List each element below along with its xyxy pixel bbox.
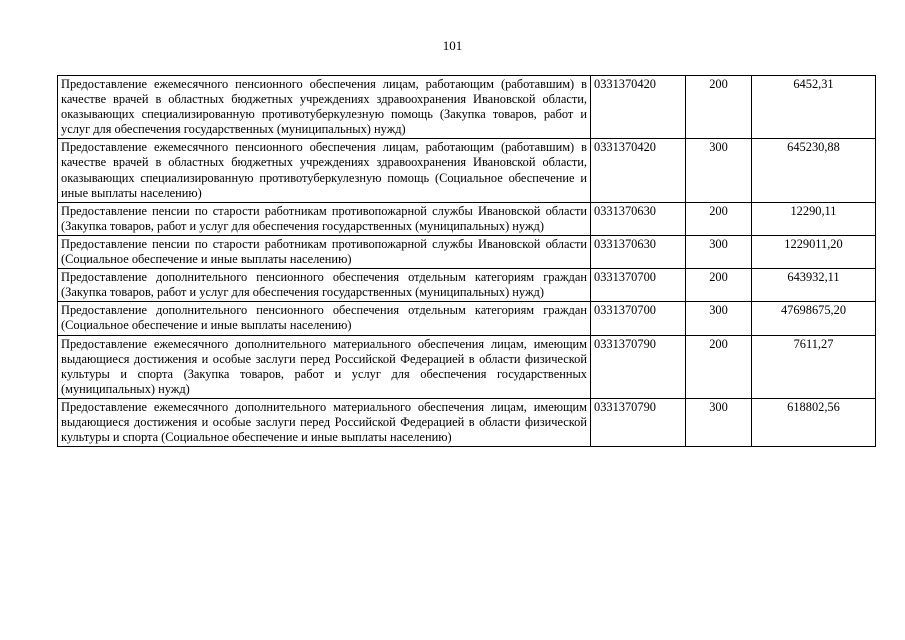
target-code-cell: 0331370630 (591, 235, 686, 268)
expense-name-cell: Предоставление пенсии по старости работникам противопожарной службы Ивановской области (Закупка товаров, работ и услуг для обеспечения государственных (муниципальных) нужд) (58, 202, 591, 235)
amount-cell: 643932,11 (752, 269, 876, 302)
budget-table-body (58, 76, 876, 447)
expense-type-cell: 300 (686, 398, 752, 446)
expense-type-cell: 300 (686, 139, 752, 202)
table-row (58, 139, 876, 202)
expense-type-cell: 300 (686, 302, 752, 335)
target-code-cell: 0331370700 (591, 269, 686, 302)
target-code-cell: 0331370700 (591, 302, 686, 335)
target-code-cell: 0331370790 (591, 398, 686, 446)
amount-cell: 47698675,20 (752, 302, 876, 335)
target-code-cell: 0331370630 (591, 202, 686, 235)
expense-type-cell: 200 (686, 202, 752, 235)
expense-type-cell: 300 (686, 235, 752, 268)
table-row (58, 398, 876, 446)
target-code-cell: 0331370790 (591, 335, 686, 398)
amount-cell: 12290,11 (752, 202, 876, 235)
target-code-cell: 0331370420 (591, 139, 686, 202)
table-row (58, 269, 876, 302)
expense-name-cell: Предоставление ежемесячного пенсионного обеспечения лицам, работающим (работавшим) в качестве врачей в областных бюджетных учреждениях здравоохранения Ивановской области, оказывающих специализированную противотуберкулезную помощь (Закупка товаров, работ и услуг для обеспечения государственных (муниципальных) нужд) (58, 76, 591, 139)
expense-type-cell: 200 (686, 269, 752, 302)
table-row (58, 235, 876, 268)
amount-cell: 7611,27 (752, 335, 876, 398)
table-row (58, 76, 876, 139)
table-row (58, 202, 876, 235)
amount-cell: 6452,31 (752, 76, 876, 139)
amount-cell: 1229011,20 (752, 235, 876, 268)
expense-type-cell: 200 (686, 76, 752, 139)
target-code-cell: 0331370420 (591, 76, 686, 139)
amount-cell: 618802,56 (752, 398, 876, 446)
expense-name-cell: Предоставление дополнительного пенсионного обеспечения отдельным категориям граждан (Социальное обеспечение и иные выплаты населению) (58, 302, 591, 335)
table-row (58, 335, 876, 398)
expense-type-cell: 200 (686, 335, 752, 398)
expense-name-cell: Предоставление пенсии по старости работникам противопожарной службы Ивановской области (Социальное обеспечение и иные выплаты населению) (58, 235, 591, 268)
page-number: 101 (442, 38, 463, 53)
table-row (58, 302, 876, 335)
expense-name-cell: Предоставление ежемесячного пенсионного обеспечения лицам, работающим (работавшим) в качестве врачей в областных бюджетных учреждениях здравоохранения Ивановской области, оказывающих специализированную противотуберкулезную помощь (Социальное обеспечение и иные выплаты населению) (58, 139, 591, 202)
expense-name-cell: Предоставление дополнительного пенсионного обеспечения отдельным категориям граждан (Закупка товаров, работ и услуг для обеспечения государственных (муниципальных) нужд) (58, 269, 591, 302)
budget-table (57, 75, 876, 447)
expense-name-cell: Предоставление ежемесячного дополнительного материального обеспечения лицам, имеющим выдающиеся достижения и особые заслуги перед Российской Федерацией в области физической культуры и спорта (Социальное обеспечение и иные выплаты населению) (58, 398, 591, 446)
expense-name-cell: Предоставление ежемесячного дополнительного материального обеспечения лицам, имеющим выдающиеся достижения и особые заслуги перед Российской Федерацией в области физической культуры и спорта (Закупка товаров, работ и услуг для обеспечения государственных (муниципальных) нужд) (58, 335, 591, 398)
amount-cell: 645230,88 (752, 139, 876, 202)
